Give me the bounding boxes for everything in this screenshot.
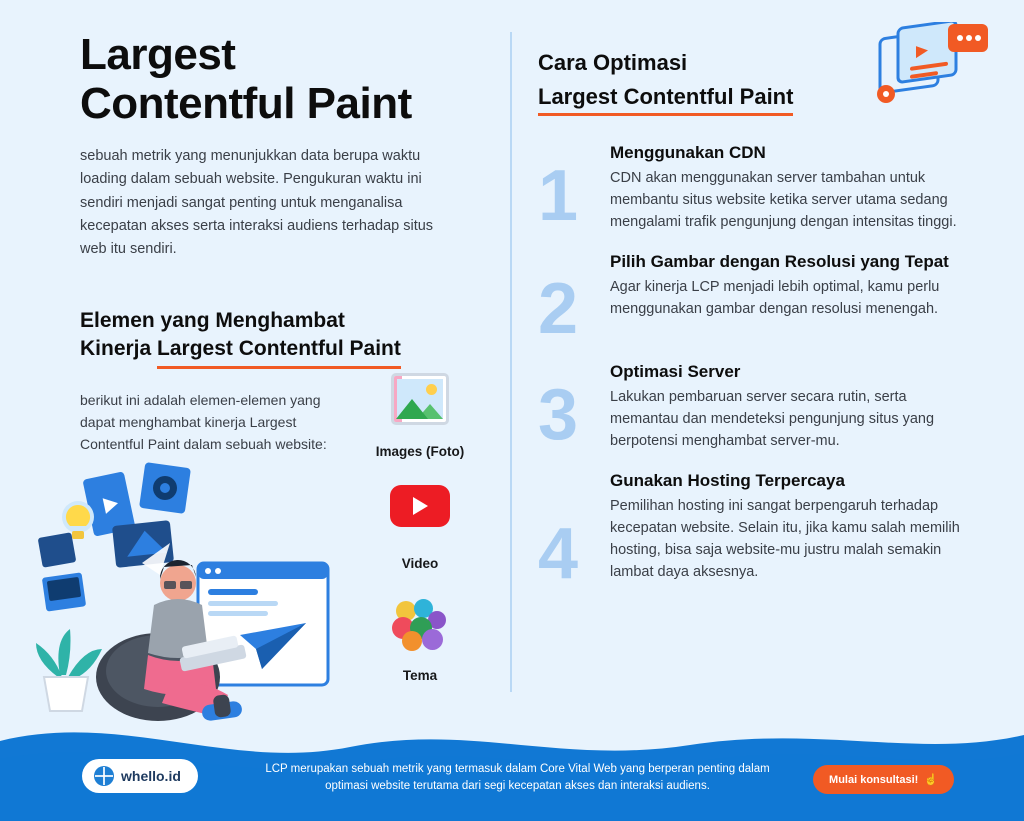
list-item-label: Tema — [402, 668, 438, 683]
page-title-line2: Contentful Paint — [80, 79, 412, 129]
video-play-icon — [389, 485, 451, 547]
blocking-elements-heading-underlined: Largest Contentful Paint — [157, 335, 401, 368]
step-heading: Optimasi Server — [610, 362, 741, 382]
step-item-4 — [538, 468, 978, 595]
blocking-elements-heading — [80, 307, 480, 369]
step-number: 4 — [538, 514, 579, 595]
optimization-steps — [538, 140, 978, 604]
list-item-tema — [355, 597, 485, 683]
list-item-images — [355, 373, 485, 459]
step-item-3 — [538, 359, 978, 456]
hand-pointer-icon: ☝ — [924, 774, 938, 786]
globe-icon — [94, 766, 114, 786]
step-text: CDN akan menggunakan server tambahan untuk membantu situs website ketika server utama sedang mengalami trafik pengunjung dengan intensitas tinggi. — [610, 169, 957, 230]
step-item-1 — [538, 140, 978, 236]
blocking-elements-list — [355, 368, 485, 709]
list-item-label: Video — [401, 556, 439, 571]
step-heading: Pilih Gambar dengan Resolusi yang Tepat — [610, 251, 949, 271]
consultation-button-label: Mulai konsultasi! — [829, 773, 919, 786]
optimization-heading: Cara Optimasi — [538, 50, 688, 75]
step-heading: Menggunakan CDN — [610, 143, 766, 162]
step-heading: Gunakan Hosting Terpercaya — [610, 471, 845, 491]
theme-palette-icon — [389, 597, 451, 659]
intro-paragraph: sebuah metrik yang menunjukkan data berupa waktu loading dalam sebuah website. Pengukuran waktu ini sendiri menjadi sangat penting untuk menganalisa kecepatan akses serta interaksi audiens terhadap situs web itu sendiri. — [80, 147, 434, 258]
devices-chat-illustration — [874, 22, 994, 117]
step-number: 3 — [538, 375, 579, 456]
list-item-label: Images (Foto) — [375, 444, 465, 459]
step-text: Agar kinerja LCP menjadi lebih optimal, kamu perlu menggunakan gambar dengan resolusi menengah. — [610, 278, 940, 317]
step-text: Pemilihan hosting ini sangat berpengaruh terhadap kecepatan website. Selain itu, jika kamu salah memilih hosting, bisa saja website-mu justru malah semakin lambat daya aksesnya. — [610, 497, 960, 580]
list-item-video — [355, 485, 485, 571]
page-title-line1: Largest — [80, 30, 236, 79]
blocking-elements-heading-line1: Elemen yang Menghambat — [80, 308, 345, 332]
footer — [0, 736, 1024, 821]
person-working-illustration — [30, 455, 360, 735]
image-icon — [389, 373, 451, 435]
step-item-2 — [538, 249, 978, 349]
step-number: 1 — [538, 156, 579, 236]
blocking-elements-heading-line2-prefix: Kinerja — [80, 337, 158, 361]
column-divider — [510, 32, 512, 692]
brand-logo[interactable] — [82, 759, 198, 793]
page-title — [80, 30, 500, 129]
step-number: 2 — [538, 268, 579, 349]
footer-note: LCP merupakan sebuah metrik yang termasuk dalam Core Vital Web yang berperan penting dalam optimasi website terutama dari segi kecepatan akses dan interaksi audiens. — [265, 762, 770, 792]
blocking-elements-note: berikut ini adalah elemen-elemen yang dapat menghambat kinerja Largest Contentful Paint dalam sebuah website: — [80, 391, 327, 453]
optimization-heading-underlined: Largest Contentful Paint — [538, 84, 793, 116]
brand-name: whello.id — [121, 768, 181, 784]
consultation-button[interactable] — [813, 765, 954, 794]
step-text: Lakukan pembaruan server secara rutin, serta memantau dan mendeteksi pengunjung situs yang berpotensi menghambat server-mu. — [610, 388, 935, 450]
